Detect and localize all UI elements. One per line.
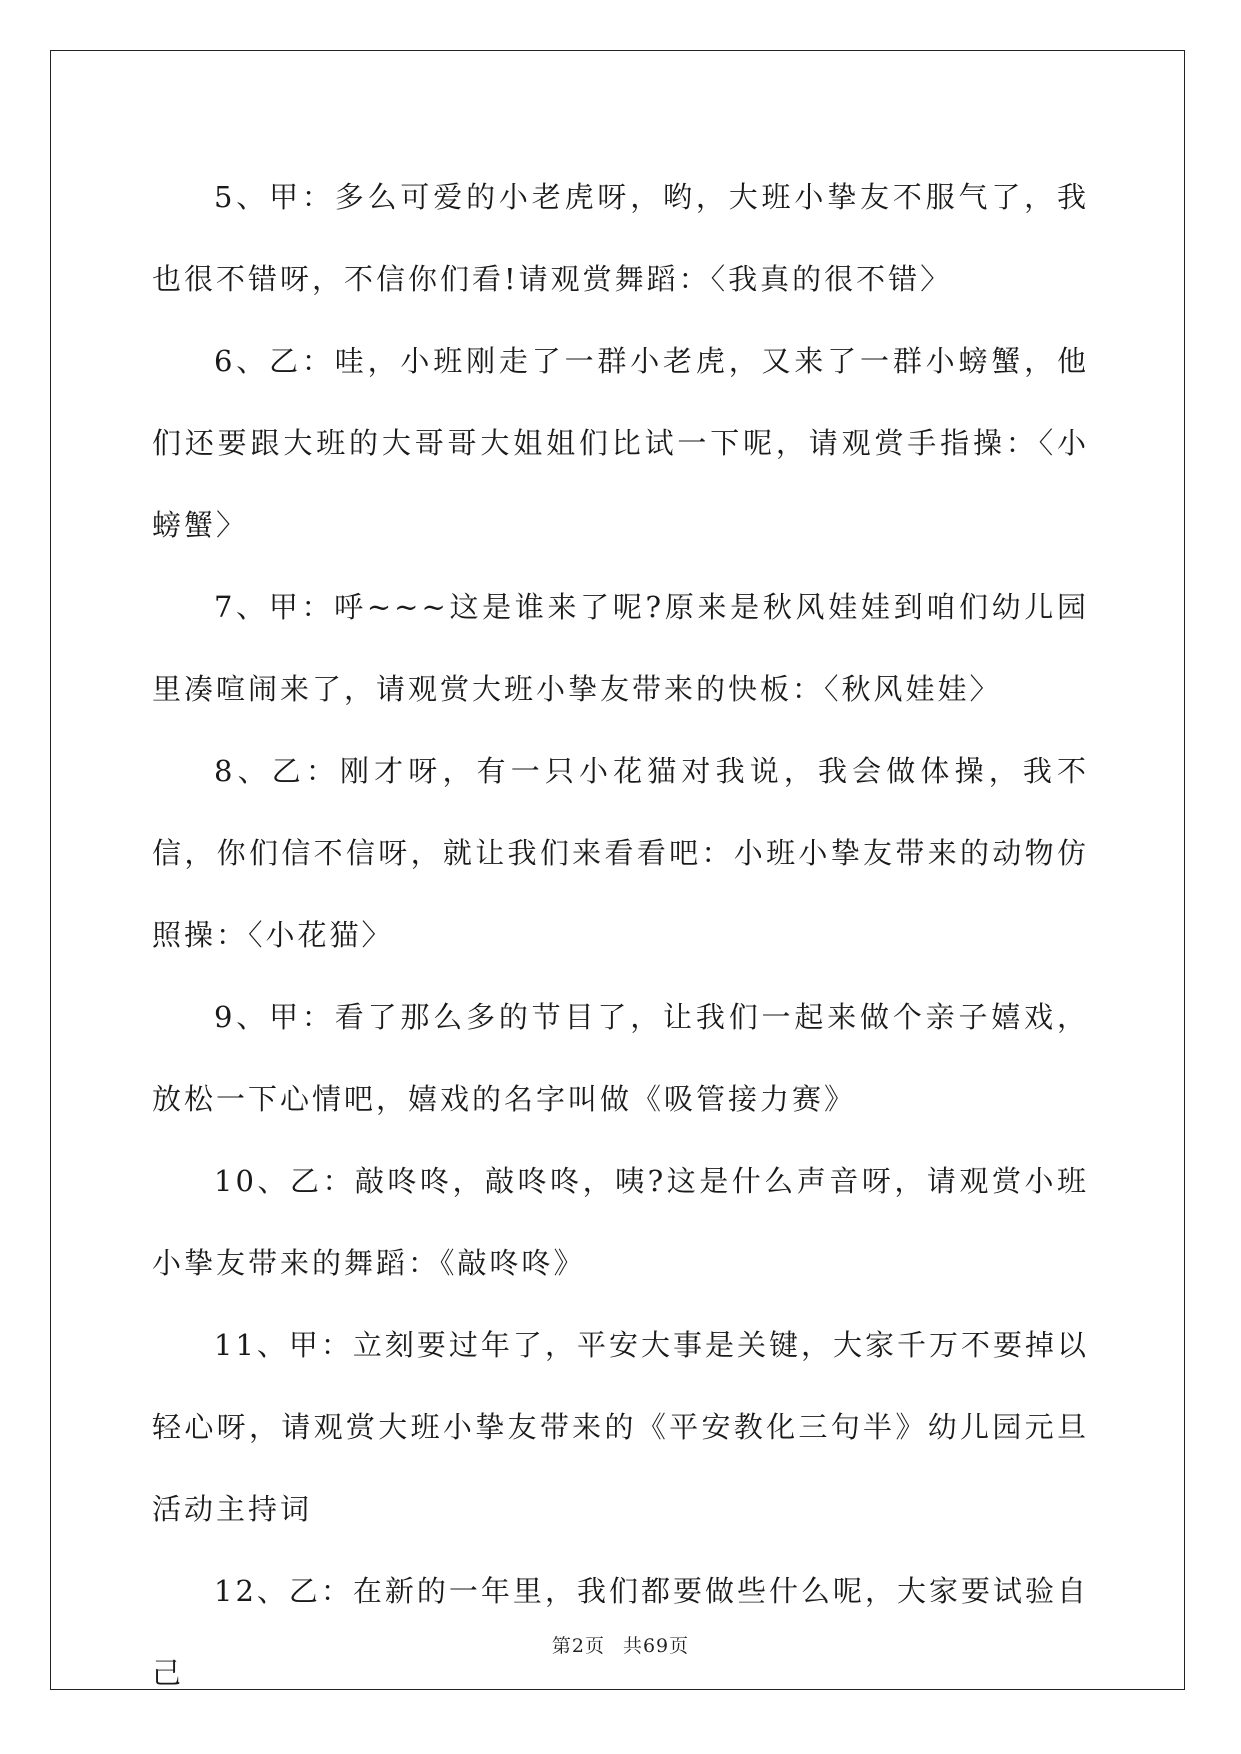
paragraph: 6、乙：哇，小班刚走了一群小老虎，又来了一群小螃蟹，他们还要跟大班的大哥哥大姐姐们比试一下呢，请观赏手指操：〈小螃蟹〉: [152, 344, 1089, 542]
page-number-total: 共69页: [622, 1635, 690, 1657]
paragraph: 5、甲：多么可爱的小老虎呀，哟，大班小挚友不服气了，我也很不错呀，不信你们看!请观赏舞蹈：〈我真的很不错〉: [152, 180, 1089, 296]
page-footer: [0, 1631, 1241, 1658]
paragraph: 8、乙：刚才呀，有一只小花猫对我说，我会做体操，我不信，你们信不信呀，就让我们来看看吧：小班小挚友带来的动物仿照操：〈小花猫〉: [152, 754, 1089, 952]
paragraph: 10、乙：敲咚咚，敲咚咚，咦?这是什么声音呀，请观赏小班小挚友带来的舞蹈：《敲咚咚》: [152, 1164, 1089, 1280]
paragraph: 11、甲：立刻要过年了，平安大事是关键，大家千万不要掉以轻心呀，请观赏大班小挚友带来的《平安教化三句半》幼儿园元旦活动主持词: [152, 1328, 1089, 1526]
document-body: [152, 156, 1089, 1714]
paragraph: 12、乙：在新的一年里，我们都要做些什么呢，大家要试验自己: [152, 1574, 1089, 1690]
paragraph: 9、甲：看了那么多的节目了，让我们一起来做个亲子嬉戏，放松一下心情吧，嬉戏的名字叫做《吸管接力赛》: [152, 1000, 1089, 1116]
page-number-current: 第2页: [551, 1635, 605, 1657]
paragraph: 7、甲：呼~~~这是谁来了呢?原来是秋风娃娃到咱们幼儿园里凑喧闹来了，请观赏大班小挚友带来的快板：〈秋风娃娃〉: [152, 590, 1089, 706]
